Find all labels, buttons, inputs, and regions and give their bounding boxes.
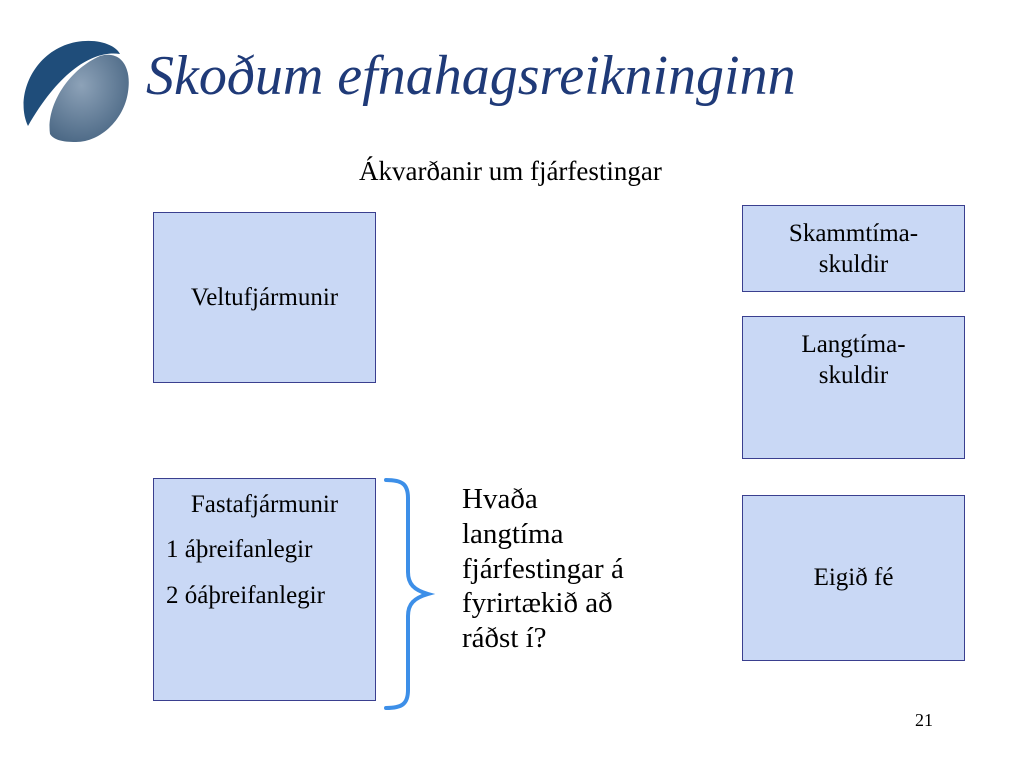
equity-label: Eigið fé bbox=[813, 564, 894, 592]
fixed-assets-item-tangible: 1 áþreifanlegir bbox=[166, 536, 313, 564]
question-line-4: fyrirtækið að bbox=[462, 587, 613, 620]
question-line-3: fjárfestingar á bbox=[462, 552, 624, 585]
short-term-label-line-1: Skammtíma- bbox=[788, 220, 919, 247]
current-assets-label: Veltufjármunir bbox=[190, 283, 339, 311]
logo-icon bbox=[20, 36, 132, 144]
page-number: 21 bbox=[915, 710, 933, 730]
equity-box bbox=[742, 495, 965, 661]
question-line-5: ráðst í? bbox=[462, 622, 547, 655]
current-assets-box bbox=[153, 212, 376, 383]
investment-question bbox=[462, 482, 682, 656]
slide-subtitle: Ákvarðanir um fjárfestingar bbox=[359, 156, 662, 186]
slide-title: Skoðum efnahagsreikninginn bbox=[146, 45, 796, 107]
short-term-liabilities-box bbox=[742, 205, 965, 292]
fixed-assets-box bbox=[153, 478, 376, 701]
question-line-1: Hvaða bbox=[462, 483, 538, 515]
short-term-label-line-2: skuldir bbox=[818, 251, 889, 279]
long-term-label-line-2: skuldir bbox=[818, 362, 889, 390]
fixed-assets-label: Fastafjármunir bbox=[190, 491, 339, 518]
question-line-2: langtíma bbox=[462, 517, 564, 550]
long-term-label-line-1: Langtíma- bbox=[801, 331, 906, 358]
long-term-liabilities-box bbox=[742, 316, 965, 459]
curly-brace-icon bbox=[380, 476, 440, 712]
fixed-assets-item-intangible: 2 óáþreifanlegir bbox=[166, 581, 325, 609]
